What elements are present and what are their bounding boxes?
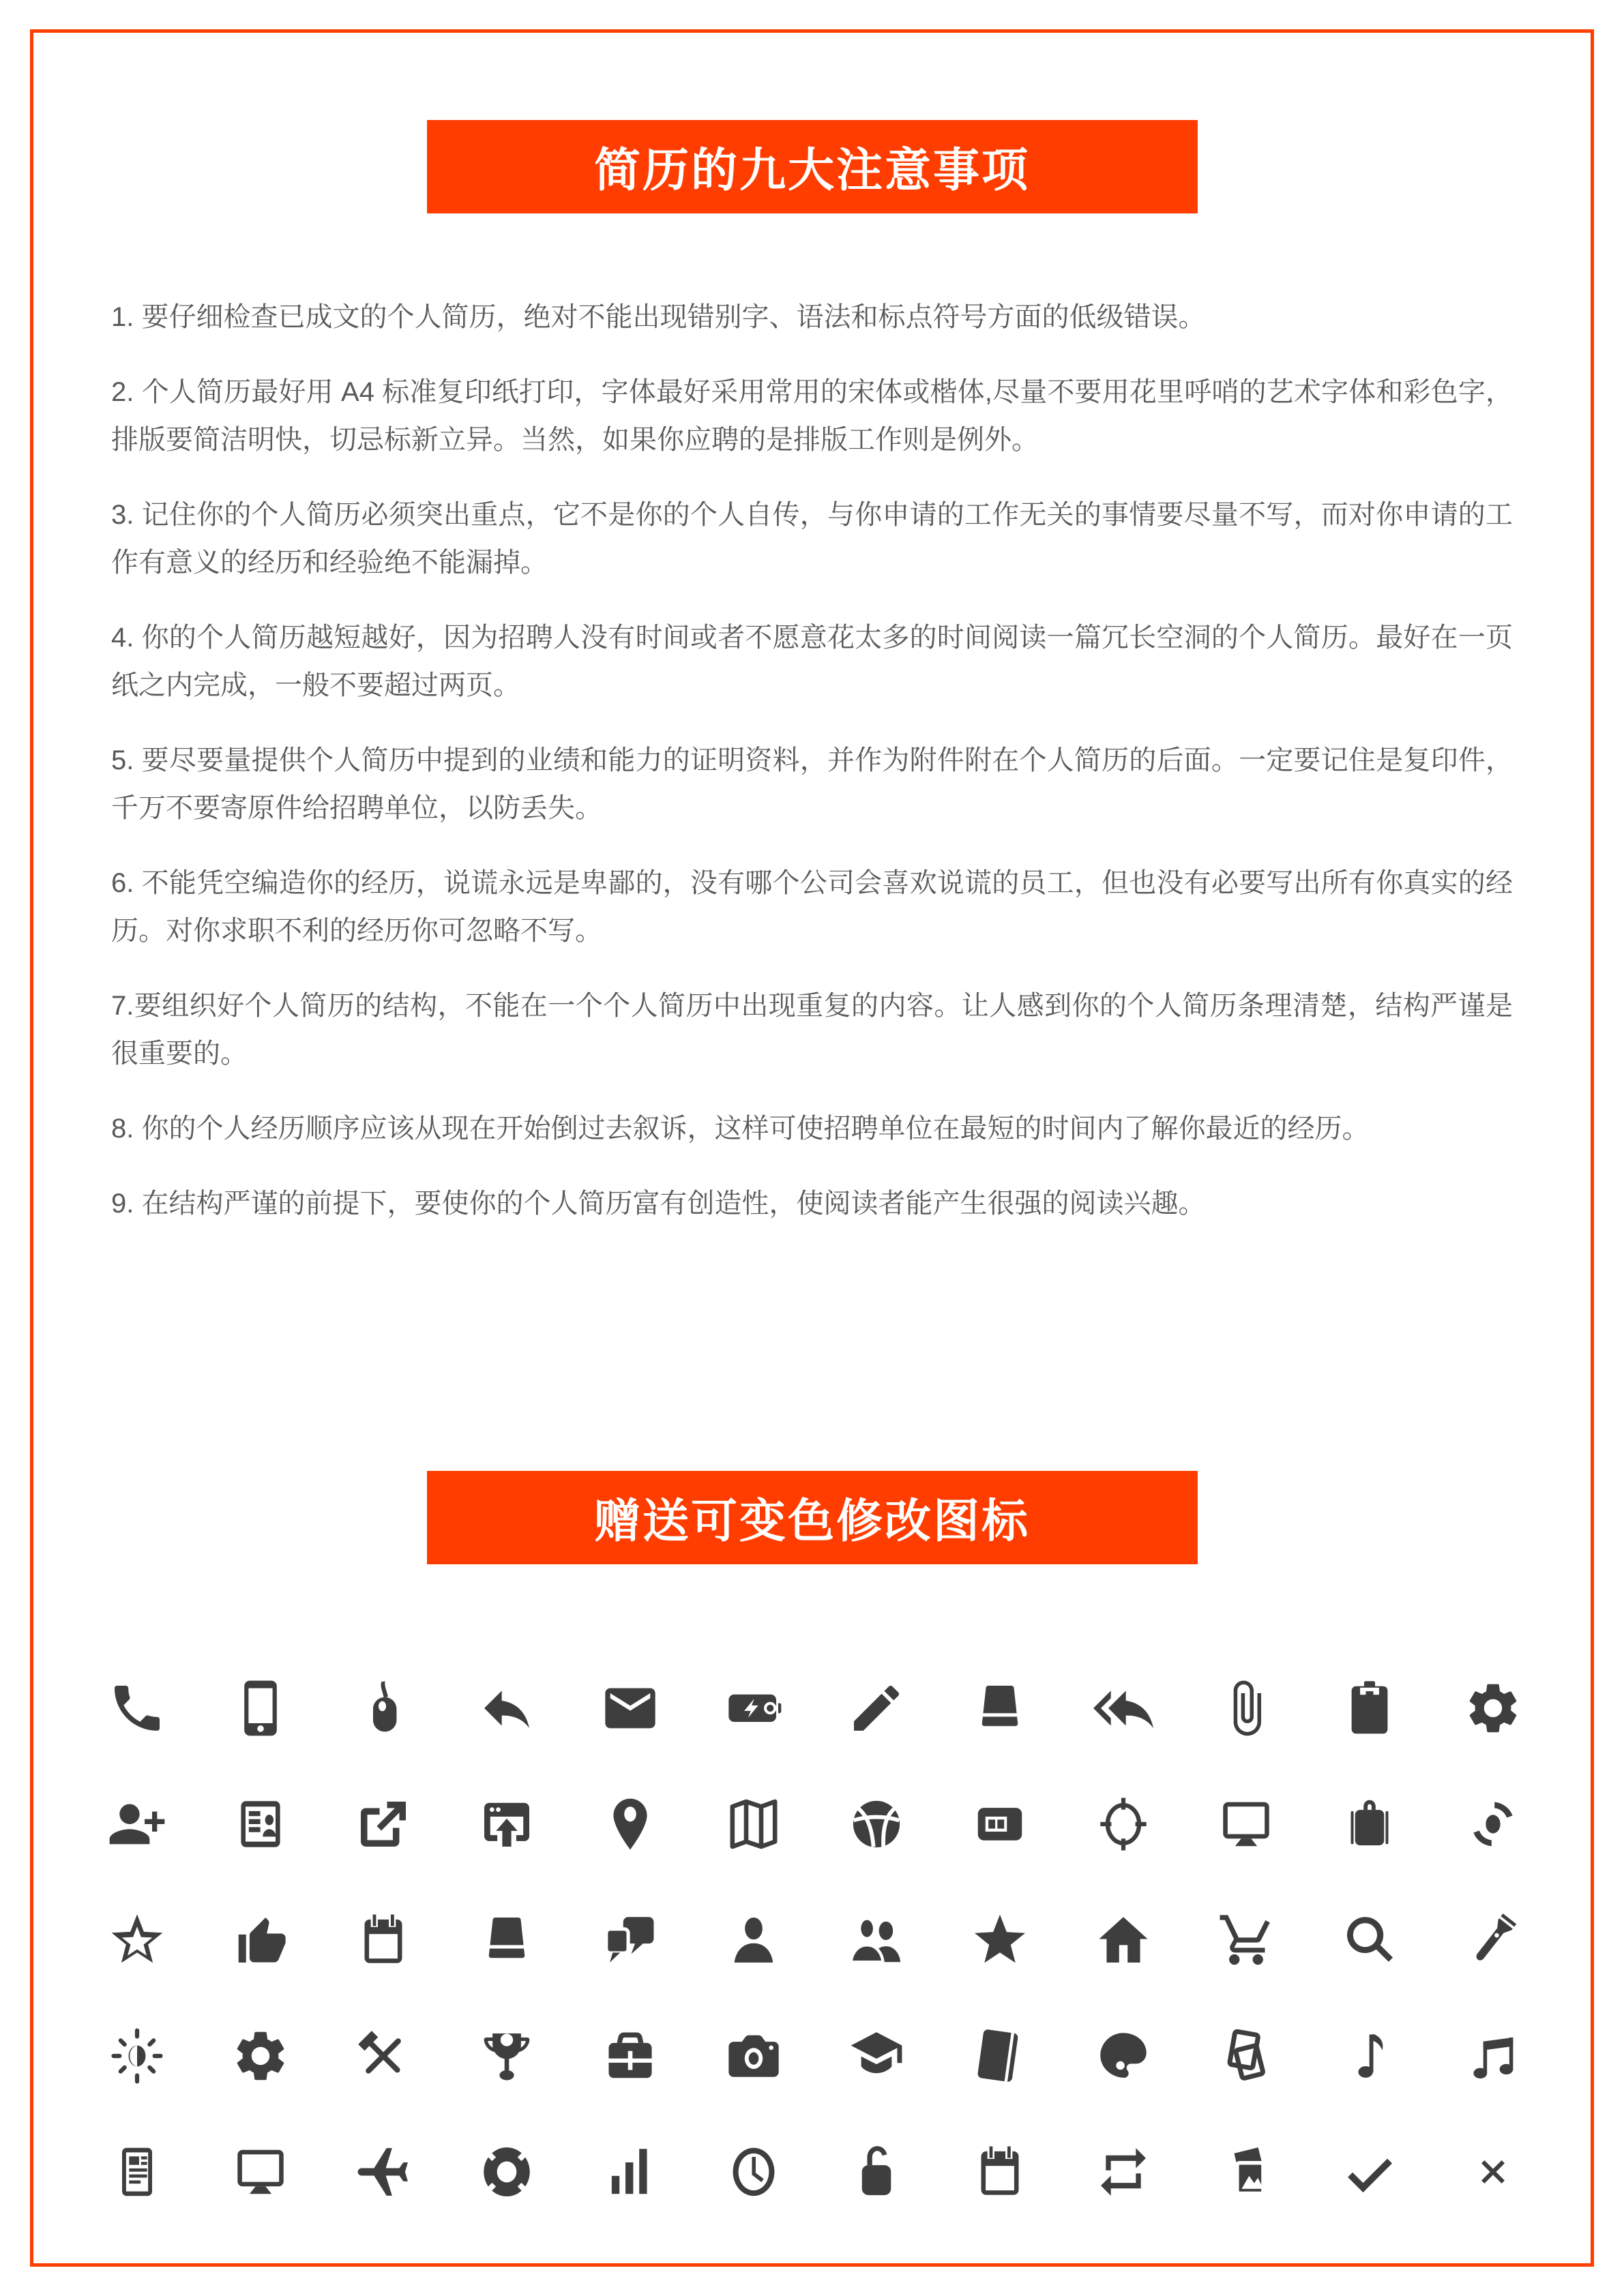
- icon-row: [106, 1766, 1524, 1882]
- section-title-free-icons: 赠送可变色修改图标: [427, 1471, 1198, 1564]
- repeat-icon: [1092, 2141, 1155, 2203]
- sync-icon: [1462, 1793, 1524, 1855]
- icon-row: [106, 1882, 1524, 1998]
- music-notes-icon: [1462, 2025, 1524, 2087]
- calendar-icon: [969, 2141, 1031, 2203]
- globe-icon: [845, 1793, 908, 1855]
- flashlight-icon: [1462, 1909, 1524, 1971]
- users-icon: [845, 1909, 908, 1971]
- location-pin-icon: [599, 1793, 662, 1855]
- tip-item: 9. 在结构严谨的前提下，要使你的个人简历富有创造性，使阅读者能产生很强的阅读兴趣。: [111, 1189, 1206, 1219]
- document-icon: [106, 2141, 168, 2203]
- tip-item: 2. 个人简历最好用 A4 标准复印纸打印，字体最好采用常用的宋体或楷体,尽量不要用花里呼哨的艺术字体和彩色字，排版要简洁明快，切忌标新立异。当然，如果你应聘的是排版工作则是例外。: [111, 377, 1513, 455]
- tip-item: 5. 要尽要量提供个人简历中提到的业绩和能力的证明资料，并作为附件附在个人简历的后面。一定要记住是复印件，千万不要寄原件给招聘单位，以防丢失。: [111, 745, 1513, 823]
- photo-icon: [1215, 2141, 1278, 2203]
- icon-row: [106, 1998, 1524, 2114]
- tip-item: 7.要组织好个人简历的结构，不能在一个个人简历中出现重复的内容。让人感到你的个人简历条理清楚，结构严谨是很重要的。: [111, 991, 1513, 1069]
- eraser-icon: [969, 1677, 1031, 1740]
- reply-icon: [475, 1677, 538, 1740]
- home-icon: [1092, 1909, 1155, 1971]
- wallet-icon: [969, 1793, 1031, 1855]
- lifebuoy-icon: [475, 2141, 538, 2203]
- search-icon: [1338, 1909, 1401, 1971]
- tip-item: 1. 要仔细检查已成文的个人简历，绝对不能出现错别字、语法和标点符号方面的低级错误。: [111, 302, 1206, 332]
- cart-icon: [1215, 1909, 1278, 1971]
- icon-grid: [106, 1650, 1524, 2230]
- reply-all-icon: [1092, 1677, 1155, 1740]
- tip-item: 4. 你的个人简历越短越好，因为招聘人没有时间或者不愿意花太多的时间阅读一篇冗长空洞的个人简历。最好在一页纸之内完成，一般不要超过两页。: [111, 623, 1513, 700]
- monitor-icon: [229, 2141, 292, 2203]
- first-aid-kit-icon: [599, 2025, 662, 2087]
- add-user-icon: [106, 1793, 168, 1855]
- tip-item: 3. 记住你的个人简历必须突出重点，它不是你的个人自传，与你申请的工作无关的事情要尽量不写，而对你申请的工作有意义的经历和经验绝不能漏掉。: [111, 500, 1513, 578]
- palette-icon: [1092, 2025, 1155, 2087]
- bar-chart-icon: [599, 2141, 662, 2203]
- monitor-icon: [1215, 1793, 1278, 1855]
- star-icon: [969, 1909, 1031, 1971]
- phone-icon: [106, 1677, 168, 1740]
- clock-icon: [722, 2141, 785, 2203]
- mail-icon: [599, 1677, 662, 1740]
- check-icon: [1338, 2141, 1401, 2203]
- paperclip-icon: [1215, 1677, 1278, 1740]
- section-title-resume-tips: 简历的九大注意事项: [427, 120, 1198, 213]
- unlock-icon: [845, 2141, 908, 2203]
- user-icon: [722, 1909, 785, 1971]
- airplane-icon: [352, 2141, 415, 2203]
- eraser-icon: [475, 1909, 538, 1971]
- tips-list: [111, 293, 1513, 1255]
- smartphone-icon: [229, 1677, 292, 1740]
- id-card-icon: [229, 1793, 292, 1855]
- star-outline-icon: [106, 1909, 168, 1971]
- book-icon: [969, 2025, 1031, 2087]
- tip-item: 6. 不能凭空编造你的经历，说谎永远是卑鄙的，没有哪个公司会喜欢说谎的员工，但也没有必要写出所有你真实的经历。对你求职不利的经历你可忽略不写。: [111, 868, 1513, 946]
- tools-icon: [352, 2025, 415, 2087]
- gear-icon: [229, 2025, 292, 2087]
- brightness-icon: [106, 2025, 168, 2087]
- close-icon: [1462, 2141, 1524, 2203]
- chat-icon: [599, 1909, 662, 1971]
- copy-icon: [1215, 2025, 1278, 2087]
- clipboard-icon: [1338, 1677, 1401, 1740]
- trophy-icon: [475, 2025, 538, 2087]
- pencil-icon: [845, 1677, 908, 1740]
- tip-item: 8. 你的个人经历顺序应该从现在开始倒过去叙诉，这样可使招聘单位在最短的时间内了解你最近的经历。: [111, 1114, 1370, 1144]
- icon-row: [106, 2114, 1524, 2230]
- map-icon: [722, 1793, 785, 1855]
- camera-icon: [722, 2025, 785, 2087]
- battery-charging-icon: [722, 1677, 785, 1740]
- share-icon: [352, 1793, 415, 1855]
- icon-row: [106, 1650, 1524, 1766]
- target-icon: [1092, 1793, 1155, 1855]
- graduation-cap-icon: [845, 2025, 908, 2087]
- thumbs-up-icon: [229, 1909, 292, 1971]
- upload-window-icon: [475, 1793, 538, 1855]
- luggage-icon: [1338, 1793, 1401, 1855]
- mouse-icon: [352, 1677, 415, 1740]
- music-note-icon: [1338, 2025, 1401, 2087]
- gear-icon: [1462, 1677, 1524, 1740]
- calendar-icon: [352, 1909, 415, 1971]
